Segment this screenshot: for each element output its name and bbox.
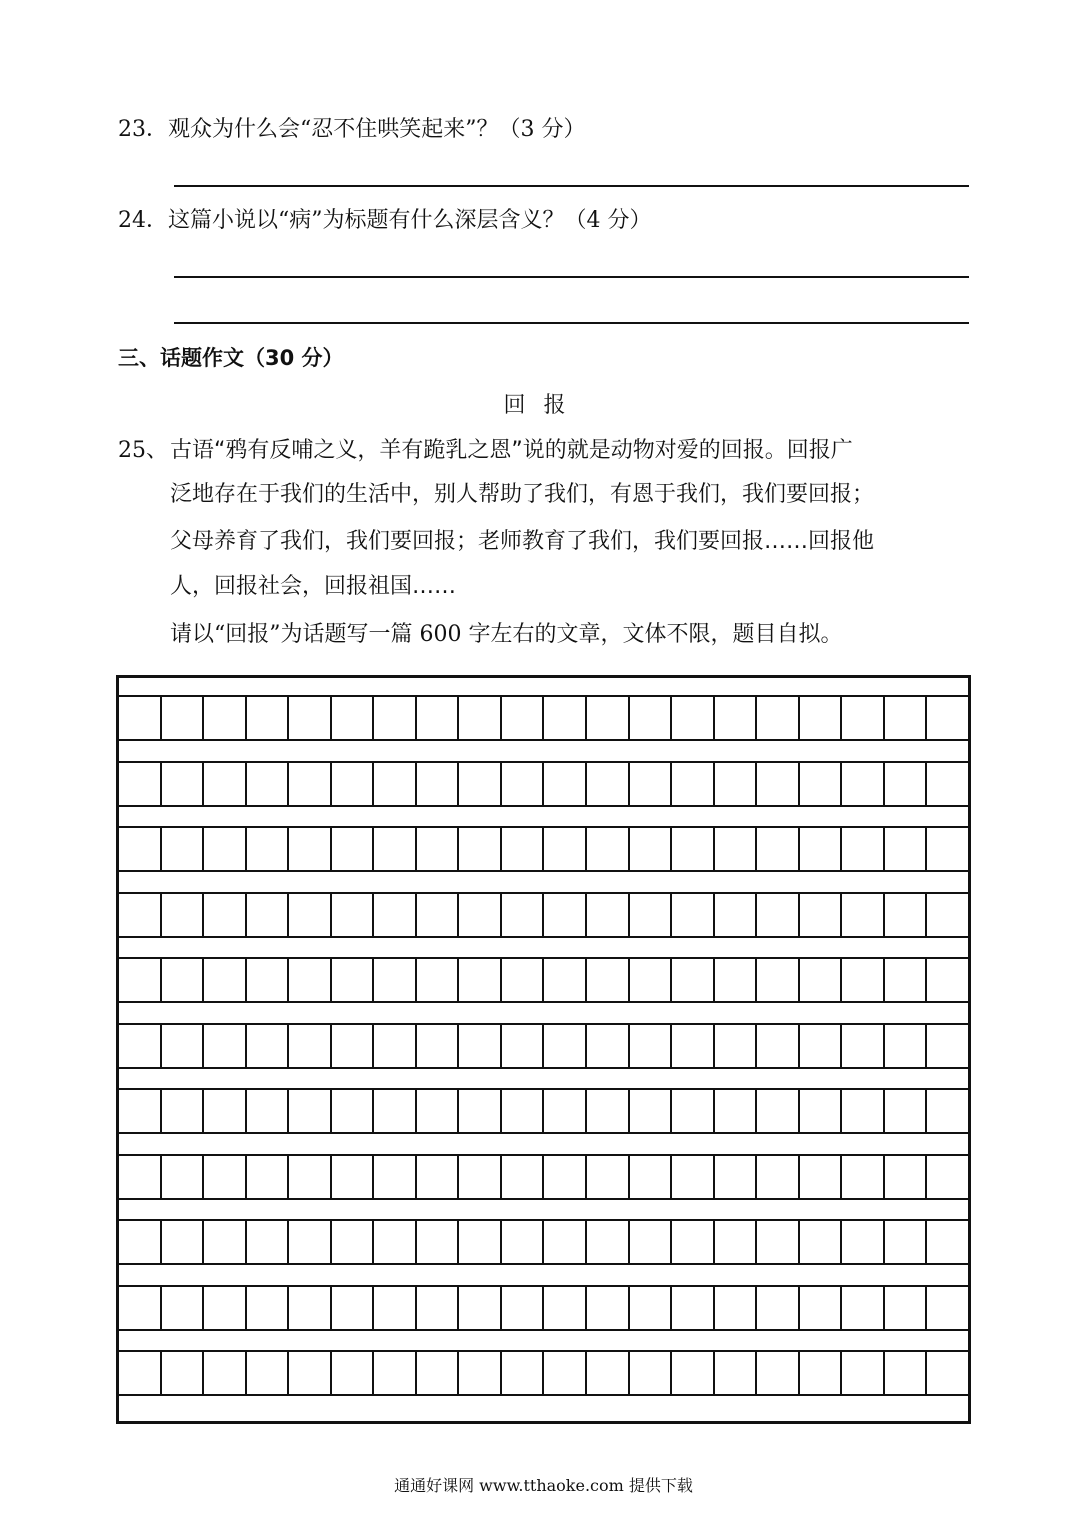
grid-cell[interactable]: [119, 1221, 162, 1263]
grid-cell[interactable]: [162, 1090, 205, 1132]
grid-cell[interactable]: [842, 1287, 885, 1329]
grid-cell[interactable]: [587, 1025, 630, 1067]
grid-cell[interactable]: [715, 1156, 758, 1198]
grid-cell[interactable]: [119, 763, 162, 805]
grid-cell[interactable]: [204, 763, 247, 805]
grid-cell[interactable]: [332, 1287, 375, 1329]
grid-cell[interactable]: [544, 959, 587, 1001]
grid-cell[interactable]: [885, 959, 928, 1001]
grid-cell[interactable]: [757, 697, 800, 739]
grid-cell[interactable]: [502, 697, 545, 739]
grid-cell[interactable]: [715, 1352, 758, 1394]
grid-row: [119, 1219, 968, 1265]
grid-cell[interactable]: [332, 1156, 375, 1198]
grid-cell[interactable]: [630, 959, 673, 1001]
grid-cell[interactable]: [630, 1156, 673, 1198]
grid-cell[interactable]: [672, 1352, 715, 1394]
grid-cell[interactable]: [715, 1090, 758, 1132]
grid-cell[interactable]: [672, 697, 715, 739]
grid-cell[interactable]: [459, 1287, 502, 1329]
grid-row: [119, 1088, 968, 1134]
grid-cell[interactable]: [715, 1221, 758, 1263]
grid-cell[interactable]: [119, 894, 162, 936]
grid-cell[interactable]: [119, 1090, 162, 1132]
grid-cell[interactable]: [587, 1287, 630, 1329]
grid-cell[interactable]: [800, 1352, 843, 1394]
grid-cell[interactable]: [247, 697, 290, 739]
grid-cell[interactable]: [374, 1025, 417, 1067]
grid-cell[interactable]: [374, 1287, 417, 1329]
grid-cell[interactable]: [927, 1156, 968, 1198]
grid-cell[interactable]: [417, 1221, 460, 1263]
grid-cell[interactable]: [289, 894, 332, 936]
grid-cell[interactable]: [332, 894, 375, 936]
grid-cell[interactable]: [544, 1287, 587, 1329]
grid-cell[interactable]: [332, 763, 375, 805]
grid-cell[interactable]: [417, 1352, 460, 1394]
grid-cell[interactable]: [417, 894, 460, 936]
grid-cell[interactable]: [502, 894, 545, 936]
grid-cell[interactable]: [672, 894, 715, 936]
grid-cell[interactable]: [715, 1025, 758, 1067]
grid-cell[interactable]: [800, 1221, 843, 1263]
grid-cell[interactable]: [842, 959, 885, 1001]
grid-cell[interactable]: [544, 894, 587, 936]
grid-cell[interactable]: [459, 1352, 502, 1394]
grid-cell[interactable]: [417, 1025, 460, 1067]
grid-cell[interactable]: [459, 1025, 502, 1067]
grid-cell[interactable]: [204, 1352, 247, 1394]
grid-cell[interactable]: [204, 1221, 247, 1263]
writing-instruction: 请以“回报”为话题写一篇 600 字左右的文章，文体不限，题目自拟。: [170, 622, 843, 647]
grid-cell[interactable]: [162, 763, 205, 805]
grid-cell[interactable]: [587, 763, 630, 805]
writing-grid: [116, 675, 971, 1424]
grid-cell[interactable]: [162, 1287, 205, 1329]
grid-cell[interactable]: [842, 1156, 885, 1198]
grid-cell[interactable]: [757, 959, 800, 1001]
grid-cell[interactable]: [374, 697, 417, 739]
grid-cell[interactable]: [842, 1221, 885, 1263]
grid-cell[interactable]: [715, 894, 758, 936]
grid-cell[interactable]: [289, 959, 332, 1001]
grid-cell[interactable]: [502, 828, 545, 870]
grid-cell[interactable]: [459, 697, 502, 739]
grid-row: [119, 1285, 968, 1331]
grid-cell[interactable]: [417, 1156, 460, 1198]
grid-cell[interactable]: [502, 1221, 545, 1263]
grid-cell[interactable]: [374, 763, 417, 805]
grid-cell[interactable]: [587, 1156, 630, 1198]
grid-cell[interactable]: [885, 1156, 928, 1198]
grid-cell[interactable]: [119, 1352, 162, 1394]
grid-cell[interactable]: [459, 959, 502, 1001]
grid-cell[interactable]: [630, 1090, 673, 1132]
grid-cell[interactable]: [544, 1352, 587, 1394]
grid-cell[interactable]: [119, 828, 162, 870]
grid-cell[interactable]: [247, 1221, 290, 1263]
grid-cell[interactable]: [587, 959, 630, 1001]
grid-cell[interactable]: [502, 959, 545, 1001]
grid-cell[interactable]: [247, 894, 290, 936]
grid-cell[interactable]: [885, 1025, 928, 1067]
grid-cell[interactable]: [502, 1287, 545, 1329]
grid-cell[interactable]: [374, 1090, 417, 1132]
answer-line[interactable]: [174, 276, 969, 278]
grid-cell[interactable]: [630, 1025, 673, 1067]
grid-cell[interactable]: [800, 894, 843, 936]
prompt-line: 父母养育了我们，我们要回报；老师教育了我们，我们要回报……回报他: [170, 529, 875, 554]
grid-cell[interactable]: [502, 1090, 545, 1132]
grid-cell[interactable]: [885, 894, 928, 936]
grid-cell[interactable]: [587, 697, 630, 739]
grid-cell[interactable]: [459, 894, 502, 936]
grid-cell[interactable]: [842, 1352, 885, 1394]
grid-cell[interactable]: [672, 1287, 715, 1329]
grid-cell[interactable]: [630, 763, 673, 805]
grid-cell[interactable]: [672, 1156, 715, 1198]
grid-cell[interactable]: [332, 1352, 375, 1394]
grid-cell[interactable]: [672, 1090, 715, 1132]
grid-cell[interactable]: [927, 1287, 968, 1329]
grid-cell[interactable]: [927, 959, 968, 1001]
grid-cell[interactable]: [927, 828, 968, 870]
grid-cell[interactable]: [587, 1090, 630, 1132]
grid-cell[interactable]: [800, 828, 843, 870]
grid-cell[interactable]: [247, 1287, 290, 1329]
grid-cell[interactable]: [332, 959, 375, 1001]
grid-cell[interactable]: [502, 1025, 545, 1067]
grid-cell[interactable]: [204, 1025, 247, 1067]
grid-cell[interactable]: [502, 763, 545, 805]
grid-cell[interactable]: [885, 1352, 928, 1394]
grid-cell[interactable]: [162, 1156, 205, 1198]
grid-cell[interactable]: [715, 697, 758, 739]
grid-cell[interactable]: [289, 828, 332, 870]
grid-cell[interactable]: [842, 763, 885, 805]
grid-cell[interactable]: [247, 1352, 290, 1394]
grid-cell[interactable]: [417, 828, 460, 870]
grid-cell[interactable]: [927, 697, 968, 739]
grid-cell[interactable]: [247, 959, 290, 1001]
grid-cell[interactable]: [885, 1287, 928, 1329]
grid-cell[interactable]: [757, 1156, 800, 1198]
grid-cell[interactable]: [544, 763, 587, 805]
grid-cell[interactable]: [204, 894, 247, 936]
grid-row: [119, 1023, 968, 1069]
grid-cell[interactable]: [374, 828, 417, 870]
grid-cell[interactable]: [204, 1090, 247, 1132]
grid-row: [119, 1350, 968, 1396]
grid-cell[interactable]: [162, 1221, 205, 1263]
answer-line[interactable]: [174, 185, 969, 187]
grid-cell[interactable]: [630, 1287, 673, 1329]
prompt-line: 泛地存在于我们的生活中，别人帮助了我们，有恩于我们，我们要回报；: [170, 482, 875, 507]
grid-cell[interactable]: [162, 828, 205, 870]
grid-row: [119, 826, 968, 872]
grid-cell[interactable]: [630, 894, 673, 936]
grid-cell[interactable]: [204, 959, 247, 1001]
grid-cell[interactable]: [800, 1090, 843, 1132]
grid-cell[interactable]: [672, 1025, 715, 1067]
grid-cell[interactable]: [417, 763, 460, 805]
grid-cell[interactable]: [204, 1156, 247, 1198]
grid-cell[interactable]: [672, 1221, 715, 1263]
grid-cell[interactable]: [247, 1156, 290, 1198]
grid-row: [119, 892, 968, 938]
grid-cell[interactable]: [247, 828, 290, 870]
grid-cell[interactable]: [715, 1287, 758, 1329]
grid-cell[interactable]: [842, 1025, 885, 1067]
grid-cell[interactable]: [204, 697, 247, 739]
grid-cell[interactable]: [544, 828, 587, 870]
grid-cell[interactable]: [417, 1090, 460, 1132]
grid-cell[interactable]: [162, 1025, 205, 1067]
grid-cell[interactable]: [630, 1352, 673, 1394]
grid-cell[interactable]: [502, 1352, 545, 1394]
grid-cell[interactable]: [459, 1156, 502, 1198]
grid-cell[interactable]: [119, 1287, 162, 1329]
grid-cell[interactable]: [417, 1287, 460, 1329]
prompt-line: 古语“鸦有反哺之义，羊有跪乳之恩”说的就是动物对爱的回报。回报广: [170, 438, 853, 463]
grid-cell[interactable]: [544, 1156, 587, 1198]
grid-cell[interactable]: [374, 1352, 417, 1394]
grid-cell[interactable]: [927, 1090, 968, 1132]
grid-cell[interactable]: [544, 697, 587, 739]
grid-cell[interactable]: [885, 763, 928, 805]
grid-cell[interactable]: [587, 894, 630, 936]
grid-cell[interactable]: [800, 959, 843, 1001]
grid-cell[interactable]: [332, 1025, 375, 1067]
grid-cell[interactable]: [374, 1156, 417, 1198]
grid-cell[interactable]: [119, 959, 162, 1001]
grid-cell[interactable]: [417, 697, 460, 739]
grid-cell[interactable]: [927, 894, 968, 936]
grid-cell[interactable]: [842, 894, 885, 936]
grid-cell[interactable]: [332, 1090, 375, 1132]
grid-cell[interactable]: [927, 763, 968, 805]
grid-cell[interactable]: [672, 828, 715, 870]
prompt-line: 人，回报社会，回报祖国……: [170, 574, 457, 599]
grid-cell[interactable]: [757, 1221, 800, 1263]
grid-cell[interactable]: [204, 828, 247, 870]
grid-cell[interactable]: [757, 763, 800, 805]
question-text: 这篇小说以“病”为标题有什么深层含义？（4 分）: [168, 208, 652, 233]
grid-cell[interactable]: [374, 1221, 417, 1263]
grid-cell[interactable]: [757, 1025, 800, 1067]
grid-cell[interactable]: [417, 959, 460, 1001]
essay-title: 回报: [503, 393, 584, 418]
grid-cell[interactable]: [715, 828, 758, 870]
grid-cell[interactable]: [162, 1352, 205, 1394]
grid-cell[interactable]: [800, 763, 843, 805]
grid-cell[interactable]: [289, 1025, 332, 1067]
footer-credit: 通通好课网 www.tthaoke.com 提供下载: [394, 1476, 693, 1495]
grid-row: [119, 761, 968, 807]
grid-cell[interactable]: [289, 1090, 332, 1132]
grid-cell[interactable]: [587, 828, 630, 870]
grid-cell[interactable]: [757, 828, 800, 870]
grid-cell[interactable]: [885, 828, 928, 870]
question-number: 23．: [118, 117, 168, 142]
grid-cell[interactable]: [289, 1287, 332, 1329]
grid-cell[interactable]: [630, 828, 673, 870]
grid-cell[interactable]: [459, 763, 502, 805]
grid-cell[interactable]: [842, 697, 885, 739]
grid-cell[interactable]: [544, 1221, 587, 1263]
grid-cell[interactable]: [715, 763, 758, 805]
grid-cell[interactable]: [630, 697, 673, 739]
grid-cell[interactable]: [842, 828, 885, 870]
section-heading: 三、话题作文（30 分）: [118, 346, 344, 370]
grid-cell[interactable]: [119, 1156, 162, 1198]
prompt-number: 25、: [118, 438, 168, 463]
grid-cell[interactable]: [289, 1156, 332, 1198]
grid-row: [119, 957, 968, 1003]
grid-cell[interactable]: [885, 1090, 928, 1132]
grid-cell[interactable]: [374, 894, 417, 936]
grid-cell[interactable]: [289, 697, 332, 739]
answer-line[interactable]: [174, 322, 969, 324]
grid-cell[interactable]: [927, 1352, 968, 1394]
grid-cell[interactable]: [247, 1090, 290, 1132]
grid-cell[interactable]: [842, 1090, 885, 1132]
grid-cell[interactable]: [332, 1221, 375, 1263]
grid-cell[interactable]: [800, 1025, 843, 1067]
question-text: 观众为什么会“忍不住哄笑起来”？（3 分）: [168, 117, 586, 142]
grid-cell[interactable]: [672, 763, 715, 805]
grid-cell[interactable]: [502, 1156, 545, 1198]
grid-cell[interactable]: [119, 697, 162, 739]
grid-cell[interactable]: [332, 828, 375, 870]
grid-cell[interactable]: [587, 1221, 630, 1263]
grid-cell[interactable]: [204, 1287, 247, 1329]
grid-cell[interactable]: [162, 894, 205, 936]
grid-cell[interactable]: [757, 1090, 800, 1132]
grid-cell[interactable]: [800, 1287, 843, 1329]
grid-cell[interactable]: [289, 763, 332, 805]
grid-cell[interactable]: [800, 1156, 843, 1198]
grid-row: [119, 695, 968, 741]
grid-cell[interactable]: [374, 959, 417, 1001]
grid-cell[interactable]: [162, 697, 205, 739]
grid-cell[interactable]: [630, 1221, 673, 1263]
grid-cell[interactable]: [459, 828, 502, 870]
grid-cell[interactable]: [459, 1221, 502, 1263]
grid-cell[interactable]: [757, 894, 800, 936]
grid-cell[interactable]: [289, 1352, 332, 1394]
grid-cell[interactable]: [289, 1221, 332, 1263]
grid-cell[interactable]: [757, 1352, 800, 1394]
grid-cell[interactable]: [885, 1221, 928, 1263]
grid-cell[interactable]: [885, 697, 928, 739]
grid-cell[interactable]: [757, 1287, 800, 1329]
question-number: 24．: [118, 208, 168, 233]
grid-cell[interactable]: [672, 959, 715, 1001]
grid-row: [119, 1154, 968, 1200]
grid-cell[interactable]: [162, 959, 205, 1001]
grid-cell[interactable]: [715, 959, 758, 1001]
grid-cell[interactable]: [247, 1025, 290, 1067]
grid-cell[interactable]: [927, 1221, 968, 1263]
grid-cell[interactable]: [587, 1352, 630, 1394]
grid-cell[interactable]: [332, 697, 375, 739]
grid-cell[interactable]: [119, 1025, 162, 1067]
grid-cell[interactable]: [544, 1090, 587, 1132]
grid-cell[interactable]: [247, 763, 290, 805]
grid-cell[interactable]: [459, 1090, 502, 1132]
grid-cell[interactable]: [800, 697, 843, 739]
grid-cell[interactable]: [544, 1025, 587, 1067]
grid-cell[interactable]: [927, 1025, 968, 1067]
